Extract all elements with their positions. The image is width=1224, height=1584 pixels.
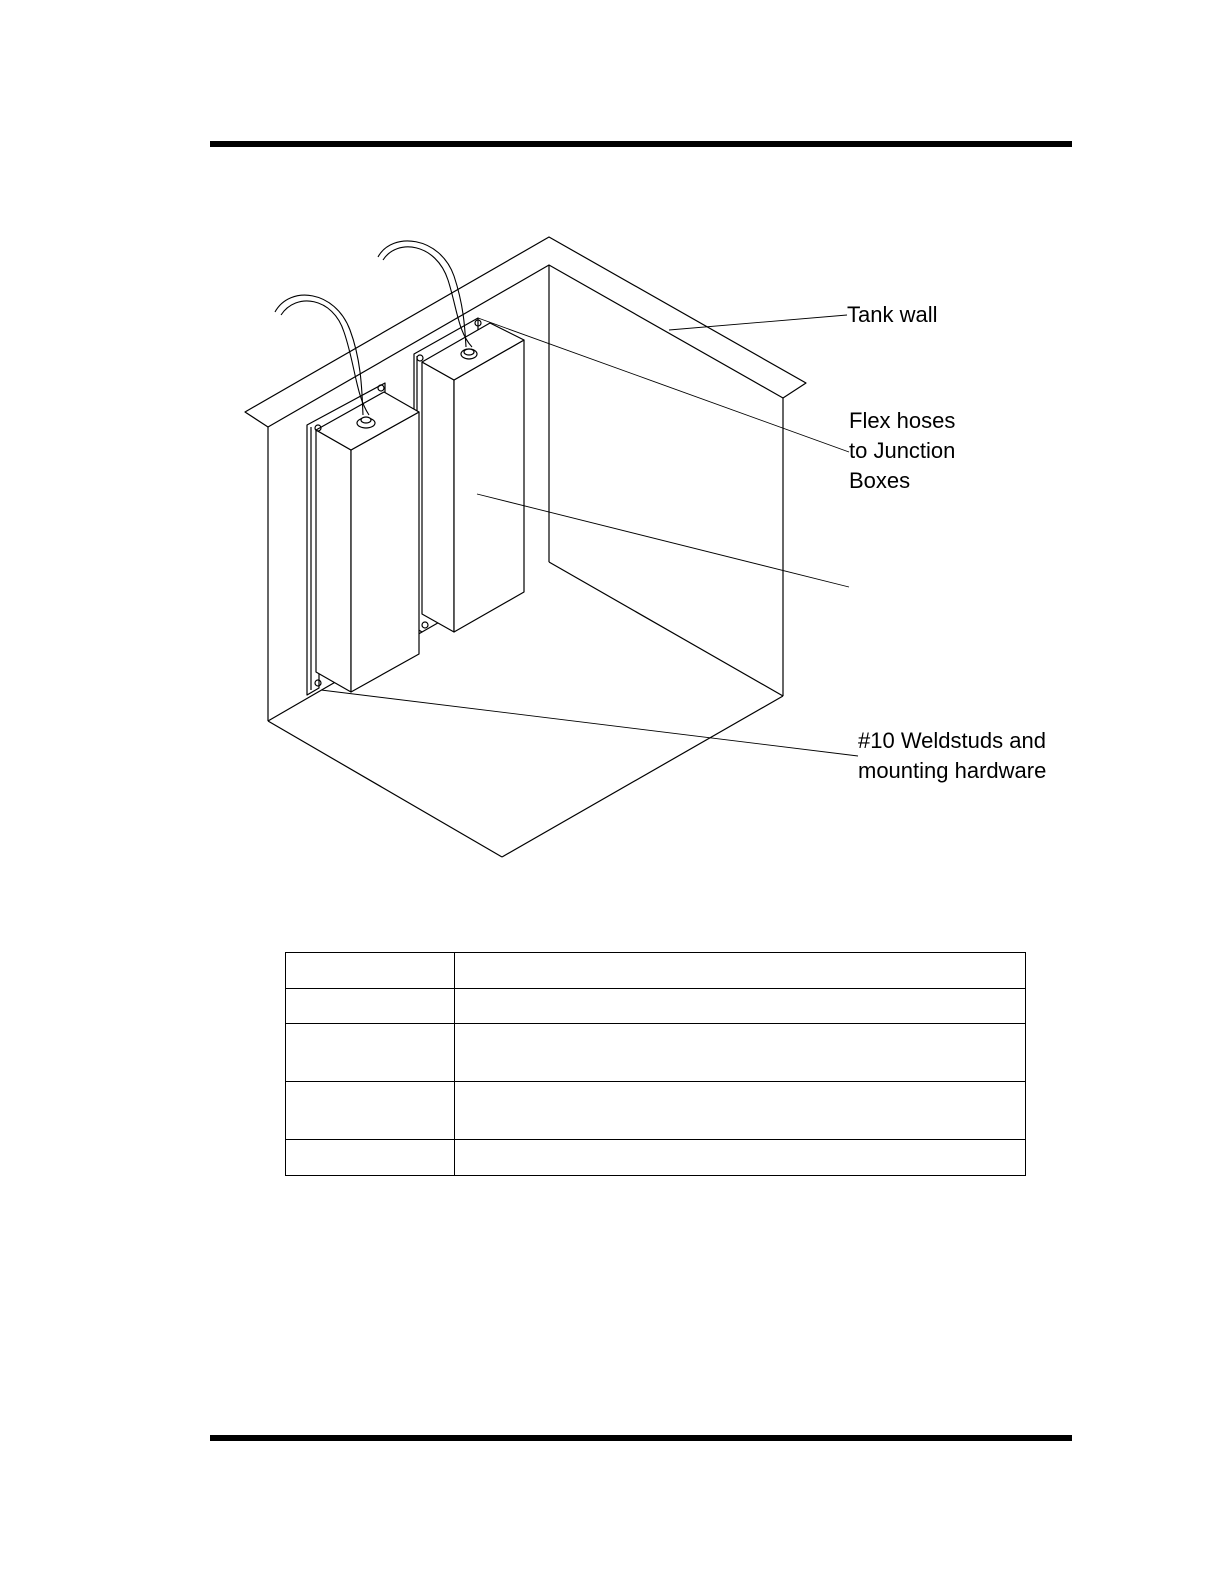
tank-wall-flange — [245, 237, 806, 427]
tank-floor-front-right — [502, 696, 783, 857]
box-rear-left-face — [422, 362, 454, 632]
table-row — [286, 953, 1026, 989]
table-row — [286, 1024, 1026, 1082]
callout-weldstuds: #10 Weldstuds and mounting hardware — [858, 728, 1047, 783]
callout-tank-wall: Tank wall — [847, 302, 938, 327]
box-front-left-face — [316, 430, 351, 692]
table-row — [286, 989, 1026, 1024]
table-cell — [286, 1140, 455, 1176]
box-front-front-face — [351, 412, 419, 692]
spec-table — [285, 952, 1026, 1176]
junction-box-rear — [414, 318, 524, 632]
leader-weldstuds — [321, 690, 858, 756]
table-cell — [286, 1024, 455, 1082]
table-cell — [455, 1024, 1026, 1082]
junction-box-front — [307, 383, 419, 695]
table-cell — [455, 1140, 1026, 1176]
leader-junction-box — [477, 494, 849, 587]
table-row — [286, 1140, 1026, 1176]
table-cell — [455, 989, 1026, 1024]
box-rear-front-face — [454, 340, 524, 632]
table-row — [286, 1082, 1026, 1140]
callout-flex-hoses: Flex hoses to Junction Boxes — [849, 408, 956, 493]
table-cell — [286, 953, 455, 989]
table-cell — [455, 1082, 1026, 1140]
table-cell — [286, 989, 455, 1024]
table-cell — [286, 1082, 455, 1140]
table-cell — [455, 953, 1026, 989]
tank-floor-back-right — [549, 562, 783, 696]
tank-floor-front-left — [268, 721, 502, 857]
footer-rule — [210, 1435, 1072, 1441]
